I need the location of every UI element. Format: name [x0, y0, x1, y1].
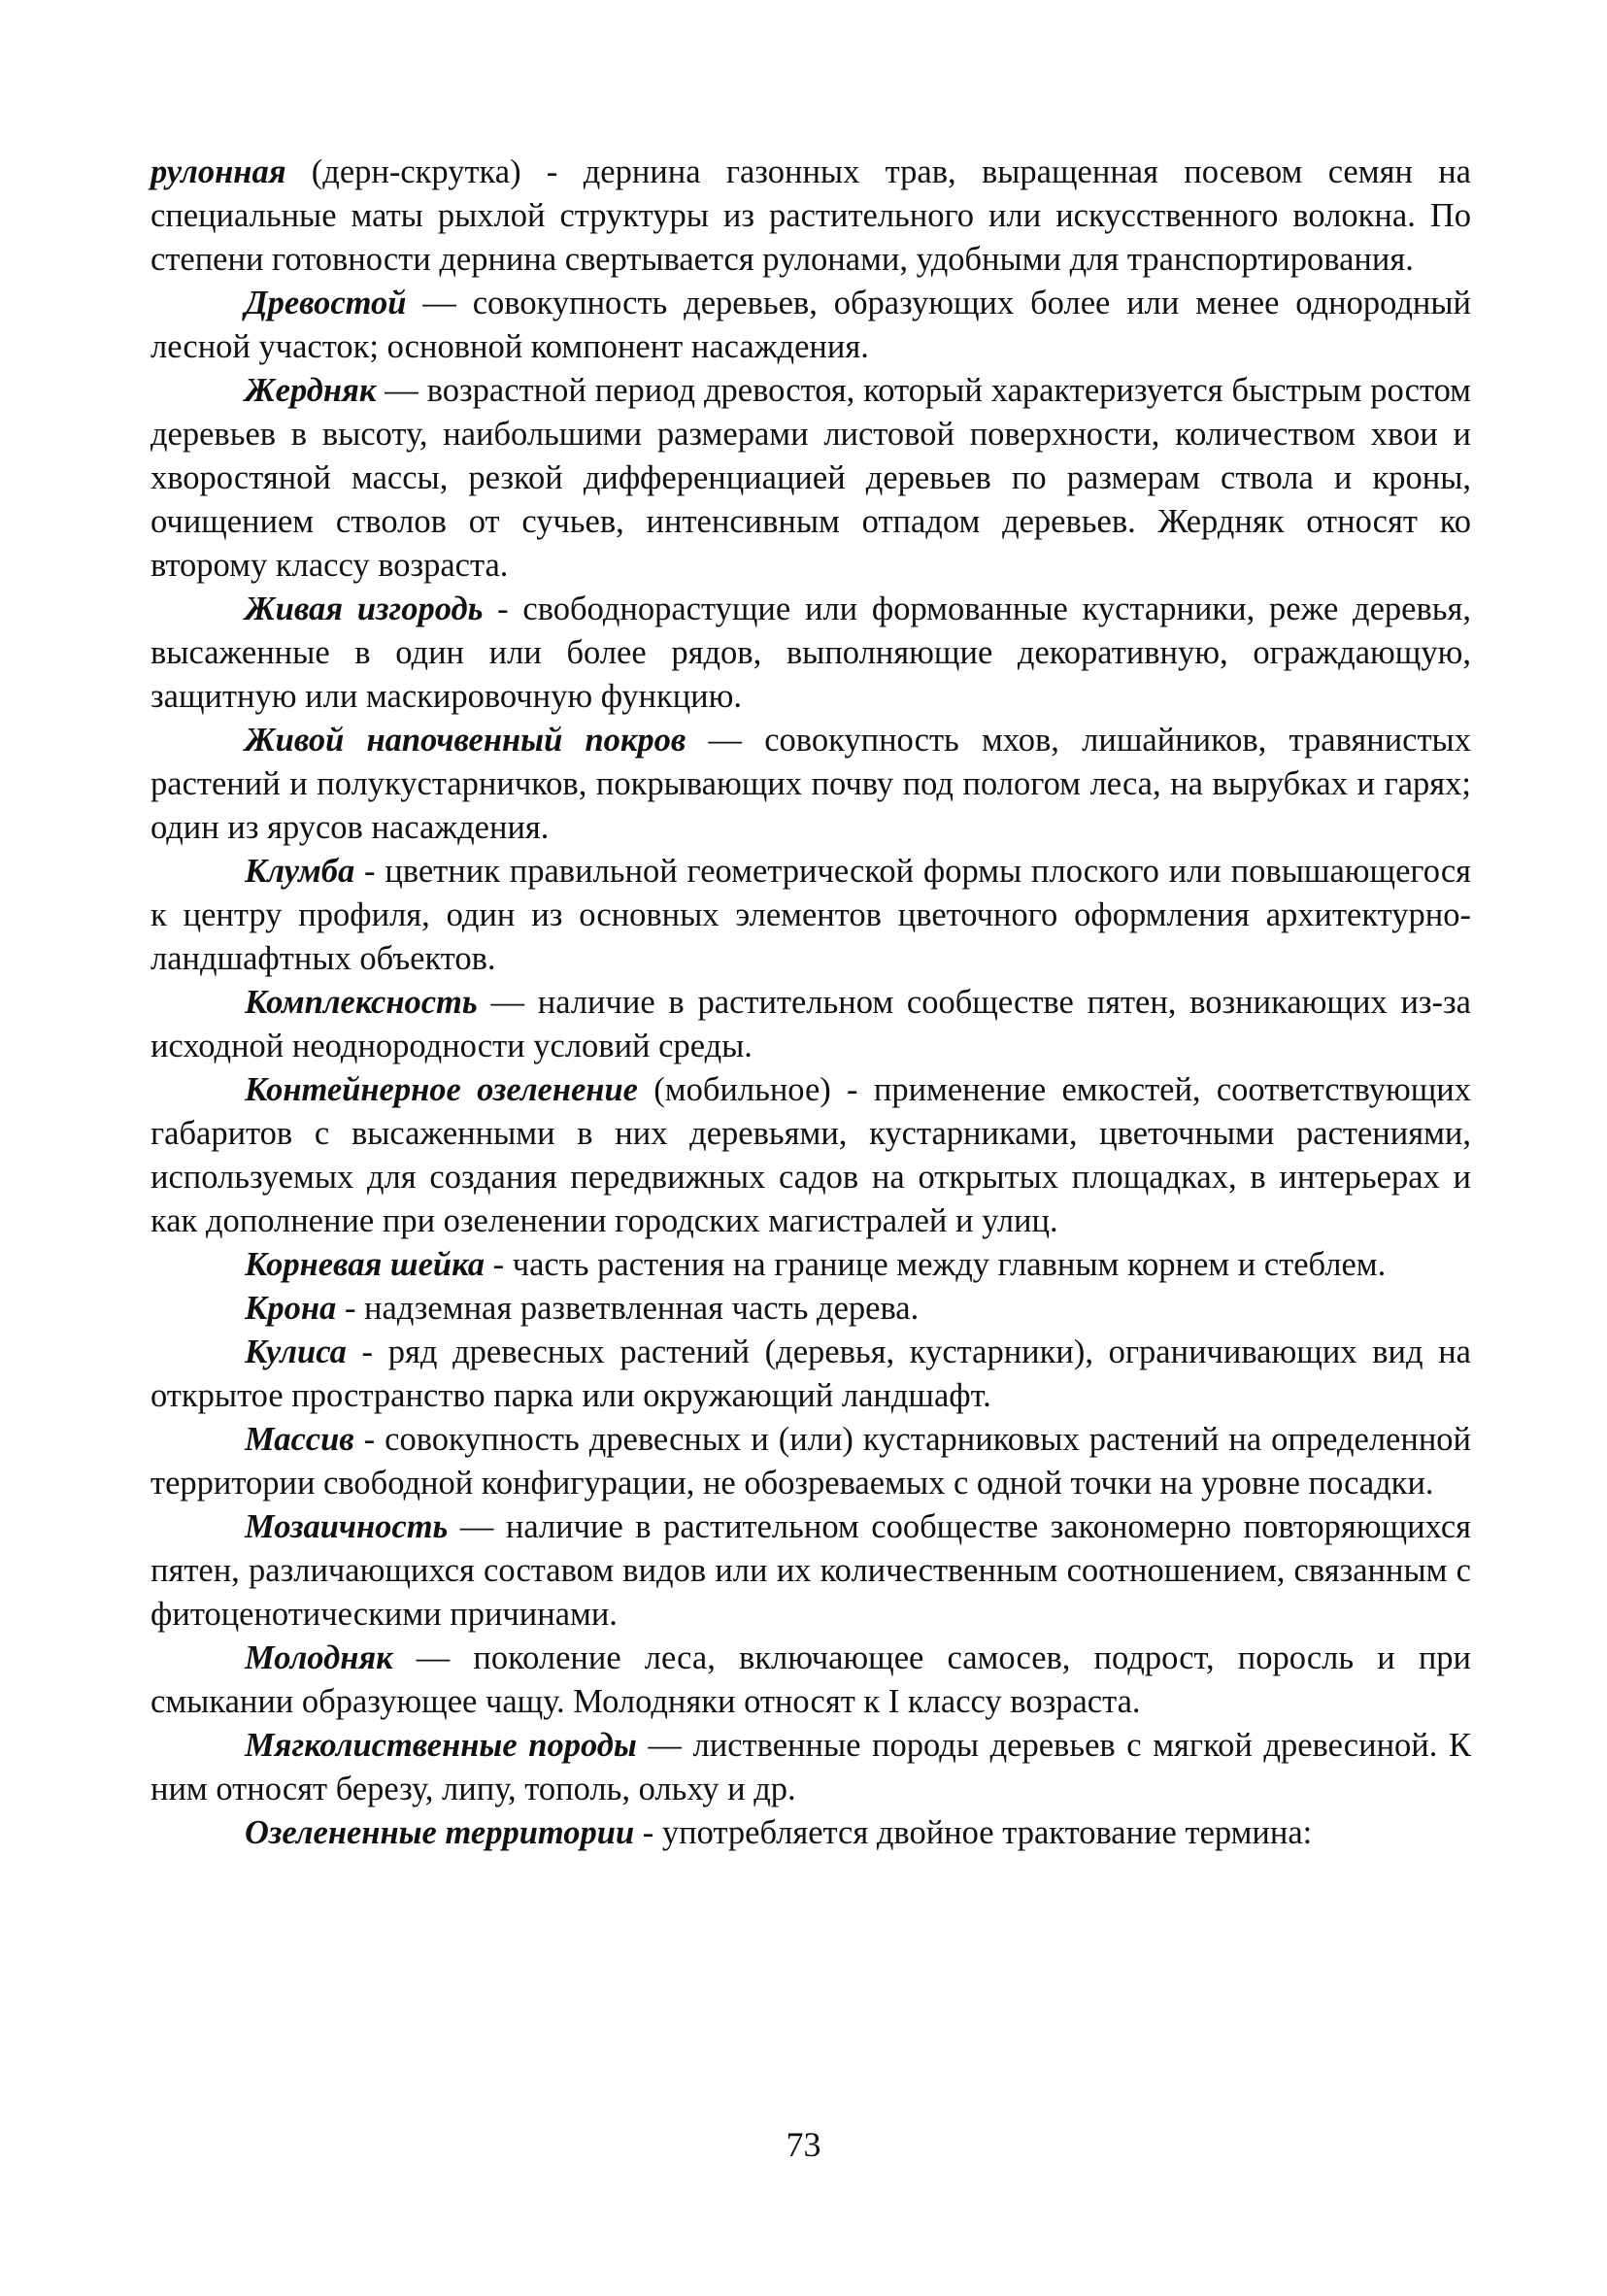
glossary-entry	[151, 282, 1471, 369]
glossary-entry	[151, 588, 1471, 719]
entry-term: Озелененные территории	[245, 1814, 635, 1851]
entry-definition: (мобильное) - применение емкостей, соответствующих габаритов с высаженными в них деревьями, кустарниками, цветочными растениями, используемых для создания передвижных садов на открытых площадках, в интерьерах и как дополнение при озеленении городских магистралей и улиц.	[151, 1071, 1471, 1239]
entry-definition: - часть растения на границе между главным корнем и стеблем.	[485, 1246, 1387, 1283]
entry-term: Живая изгородь	[245, 591, 484, 627]
entry-term: Контейнерное озеленение	[245, 1071, 638, 1108]
glossary-entry	[151, 1068, 1471, 1243]
entry-definition: - цветник правильной геометрической формы плоского или повышающегося к центру профиля, один из основных элементов цветочного оформления архитектурно-ландшафтных объектов.	[151, 853, 1471, 977]
entry-definition: (дерн-скрутка) - дернина газонных трав, выращенная посевом семян на специальные маты рыхлой структуры из растительного или искусственного волокна. По степени готовности дернина свертывается рулонами, удобными для транспортирования.	[151, 153, 1471, 278]
glossary-entry	[151, 981, 1471, 1068]
entry-term: Молодняк	[245, 1639, 393, 1676]
glossary-entry	[151, 1724, 1471, 1811]
entry-term: Крона	[245, 1290, 337, 1327]
entry-definition: — поколение леса, включающее самосев, подрост, поросль и при смыкании образующее чащу. Молодняки относят к I классу возраста.	[151, 1639, 1471, 1720]
glossary-entry	[151, 369, 1471, 588]
entry-term: Массив	[245, 1421, 354, 1458]
entry-term: рулонная	[151, 153, 286, 190]
page-number: 73	[786, 2125, 821, 2164]
entry-definition: - употребляется двойное трактование термина:	[634, 1814, 1313, 1851]
entry-term: Древостой	[245, 285, 407, 321]
entry-definition: — наличие в растительном сообществе закономерно повторяющихся пятен, различающихся составом видов или их количественным соотношением, связанным с фитоценотическими причинами.	[151, 1508, 1471, 1633]
entry-term: Мягколиственные породы	[245, 1727, 637, 1764]
glossary-entry	[151, 850, 1471, 981]
entry-term: Комплексность	[245, 984, 478, 1021]
page-body	[151, 151, 1471, 1855]
glossary-entry	[151, 1637, 1471, 1724]
glossary-entry	[151, 1243, 1471, 1287]
entry-definition: - свободнорастущие или формованные кустарники, реже деревья, высаженные в один или более рядов, выполняющие декоративную, ограждающую, защитную или маскировочную функцию.	[151, 591, 1471, 715]
entry-definition: — совокупность мхов, лишайников, травянистых растений и полукустарничков, покрывающих почву под пологом леса, на вырубках и гарях; один из ярусов насаждения.	[151, 722, 1471, 846]
entry-definition: — возрастной период древостоя, который характеризуется быстрым ростом деревьев в высоту, наибольшими размерами листовой поверхности, количеством хвои и хворостяной массы, резкой дифференциацией деревьев по размерам ствола и кроны, очищением стволов от сучьев, интенсивным отпадом деревьев. Жердняк относят ко второму классу возраста.	[151, 372, 1471, 584]
entry-term: Живой напочвенный покров	[245, 722, 686, 759]
entry-definition: - совокупность древесных и (или) кустарниковых растений на определенной территории свободной конфигурации, не обозреваемых с одной точки на уровне посадки.	[151, 1421, 1471, 1502]
glossary-entry	[151, 1287, 1471, 1331]
glossary-entry	[151, 151, 1471, 282]
entry-definition: — наличие в растительном сообществе пятен, возникающих из-за исходной неоднородности условий среды.	[151, 984, 1471, 1064]
entry-term: Кулиса	[245, 1334, 347, 1370]
glossary-entry	[151, 1811, 1471, 1855]
entry-term: Мозаичность	[245, 1508, 449, 1545]
entry-definition: - надземная разветвленная часть дерева.	[336, 1290, 920, 1327]
entry-definition: — совокупность деревьев, образующих более или менее однородный лесной участок; основной компонент насаждения.	[151, 285, 1471, 365]
entry-term: Корневая шейка	[245, 1246, 485, 1283]
entry-term: Жердняк	[245, 372, 377, 409]
glossary-entry	[151, 719, 1471, 850]
entry-definition: - ряд древесных растений (деревья, кустарники), ограничивающих вид на открытое пространство парка или окружающий ландшафт.	[151, 1334, 1471, 1414]
entry-definition: — лиственные породы деревьев с мягкой древесиной. К ним относят березу, липу, тополь, ольху и др.	[151, 1727, 1472, 1807]
glossary-entry	[151, 1331, 1471, 1418]
glossary-entry	[151, 1505, 1471, 1637]
glossary-entry	[151, 1418, 1471, 1505]
entry-term: Клумба	[245, 853, 355, 890]
